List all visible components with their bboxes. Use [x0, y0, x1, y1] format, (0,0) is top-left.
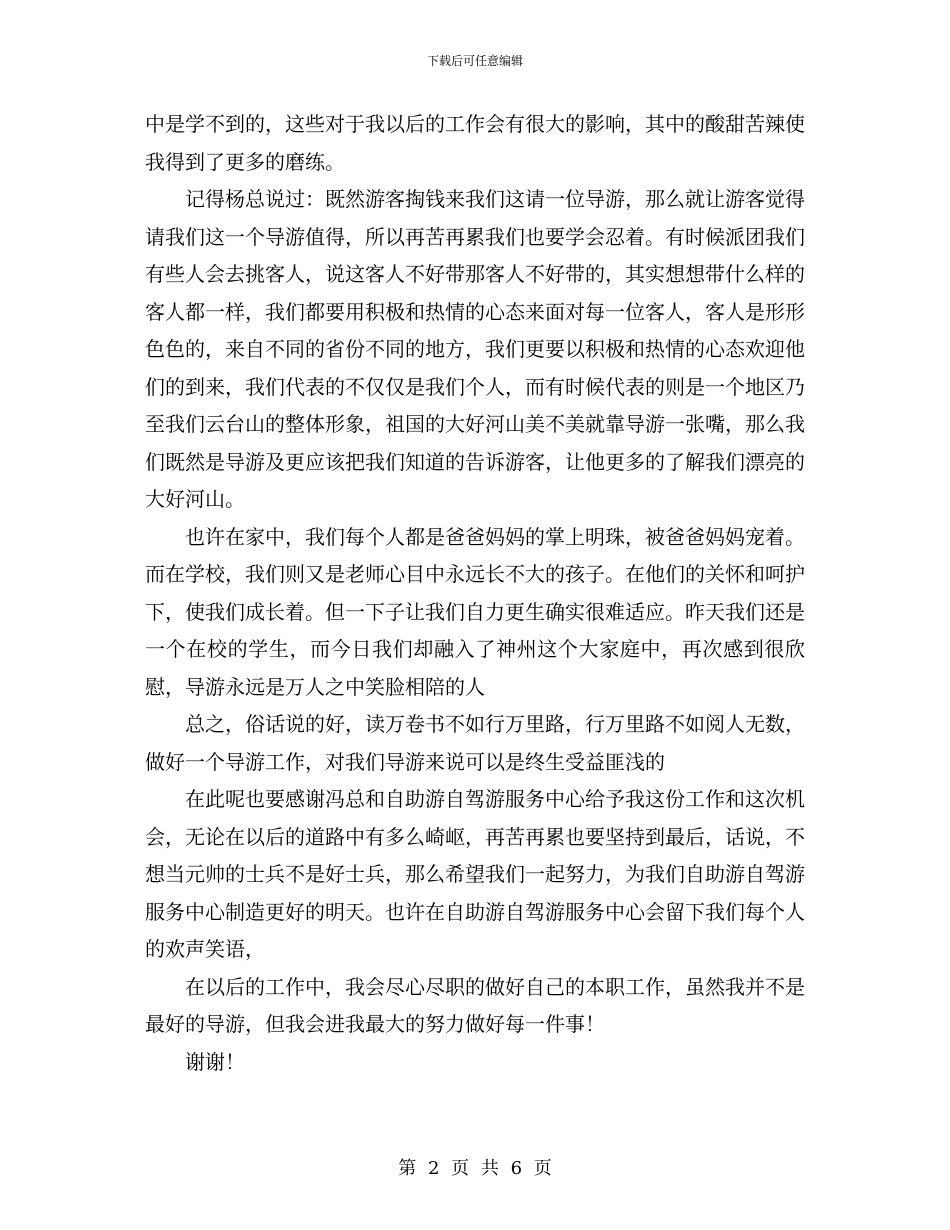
- paragraph: 记得杨总说过：既然游客掏钱来我们这请一位导游，那么就让游客觉得请我们这一个导游值得，所以再苦再累我们也要学会忍着。有时候派团我们有些人会去挑客人，说这客人不好带那客人不好带的，其实想想带什么样的客人都一样，我们都要用积极和热情的心态来面对每一位客人，客人是形形色色的，来自不同的省份不同的地方，我们更要以积极和热情的心态欢迎他们的到来，我们代表的不仅仅是我们个人，而有时候代表的则是一个地区乃至我们云台山的整体形象，祖国的大好河山美不美就靠导游一张嘴，那么我们既然是导游及更应该把我们知道的告诉游客，让他更多的了解我们漂亮的大好河山。: [145, 187, 805, 511]
- paragraph: 谢谢！: [185, 1049, 245, 1074]
- paragraph: 中是学不到的，这些对于我以后的工作会有很大的影响，其中的酸甜苦辣使我得到了更多的磨练。: [145, 112, 805, 174]
- page-number-footer: 第 2 页 共 6 页: [398, 1158, 552, 1179]
- paragraph: 总之，俗话说的好，读万卷书不如行万里路，行万里路不如阅人无数，做好一个导游工作，对我们导游来说可以是终生受益匪浅的: [145, 712, 805, 774]
- page-header: 下载后可任意编辑: [426, 54, 523, 68]
- paragraph: 也许在家中，我们每个人都是爸爸妈妈的掌上明珠，被爸爸妈妈宠着。而在学校，我们则又是老师心目中永远长不大的孩子。在他们的关怀和呵护下，使我们成长着。但一下子让我们自力更生确实很难适应。昨天我们还是一个在校的学生，而今日我们却融入了神州这个大家庭中，再次感到很欣慰，导游永远是万人之中笑脸相陪的人: [145, 524, 805, 699]
- paragraph: 在以后的工作中，我会尽心尽职的做好自己的本职工作，虽然我并不是最好的导游，但我会进我最大的努力做好每一件事！: [145, 974, 805, 1036]
- document-body: [145, 106, 805, 1081]
- paragraph: 在此呢也要感谢冯总和自助游自驾游服务中心给予我这份工作和这次机会，无论在以后的道路中有多么崎岖，再苦再累也要坚持到最后，话说，不想当元帅的士兵不是好士兵，那么希望我们一起努力，为我们自助游自驾游服务中心制造更好的明天。也许在自助游自驾游服务中心会留下我们每个人的欢声笑语，: [145, 787, 805, 961]
